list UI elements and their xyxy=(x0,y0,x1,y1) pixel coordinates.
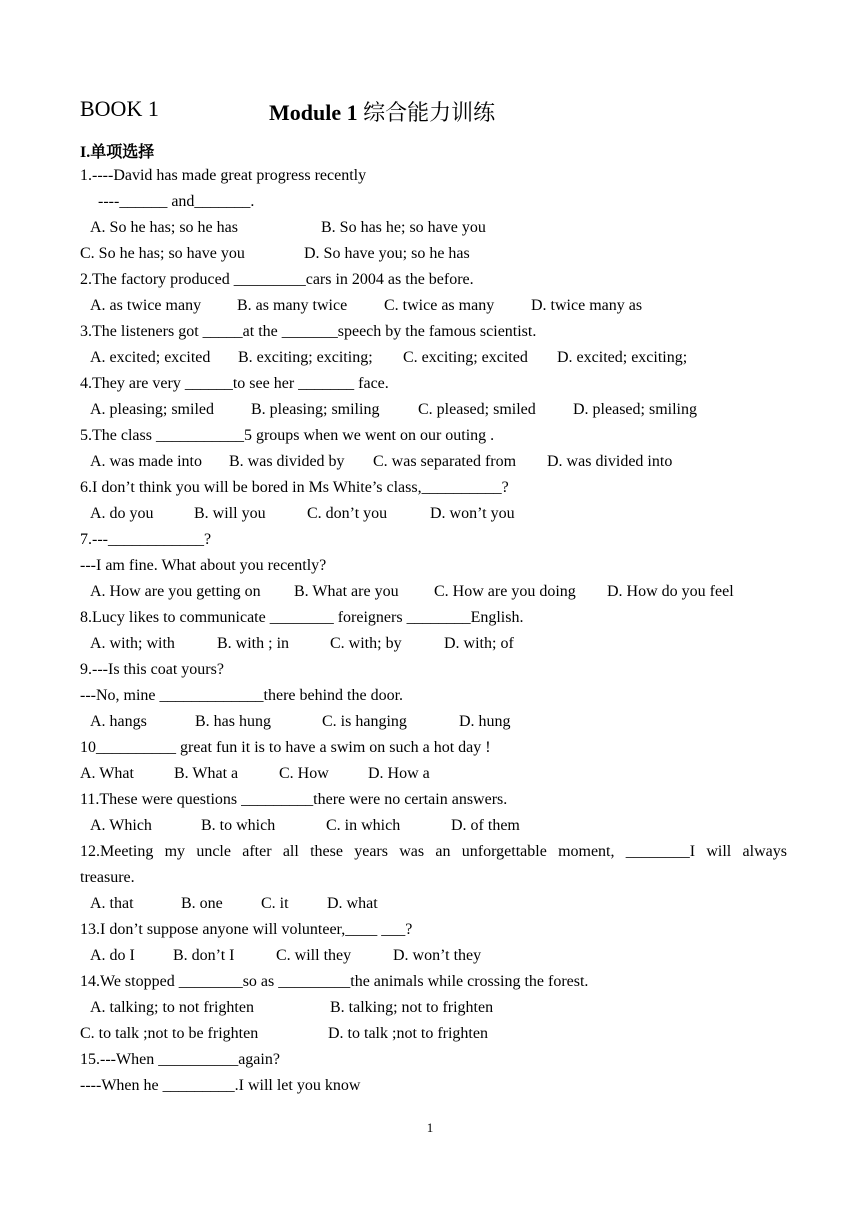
question-11-stem: 11.These were questions _________there were no certain answers. xyxy=(80,791,508,808)
word: my xyxy=(164,843,186,860)
option-d: D. won’t you xyxy=(430,505,515,522)
question-1-options-row1 xyxy=(90,218,486,238)
option-a: A. Which xyxy=(90,817,152,834)
question-9-stem: 9.---Is this coat yours? xyxy=(80,661,224,678)
question-7-response: ---I am fine. What about you recently? xyxy=(80,557,327,574)
option-d: D. was divided into xyxy=(547,453,673,470)
option-b: B. What are you xyxy=(294,583,399,600)
option-c: C. twice as many xyxy=(384,297,495,314)
option-d: D. to talk ;not to frighten xyxy=(328,1025,488,1042)
option-a: A. as twice many xyxy=(90,297,202,314)
question-15-response: ----When he _________.I will let you know xyxy=(80,1077,361,1094)
option-c: C. will they xyxy=(276,947,352,964)
word: 12.Meeting xyxy=(80,843,154,860)
question-2-stem: 2.The factory produced _________cars in 2004 as the before. xyxy=(80,271,474,288)
option-d: D. pleased; smiling xyxy=(573,401,697,418)
option-d: D. won’t they xyxy=(393,947,482,964)
option-c: C. How are you doing xyxy=(434,583,576,600)
question-1-options-row2 xyxy=(80,244,470,264)
option-a: A. What xyxy=(80,765,134,782)
option-d: D. of them xyxy=(451,817,520,834)
book-label: BOOK 1 xyxy=(80,96,159,121)
option-a: A. that xyxy=(90,895,134,912)
option-c: C. pleased; smiled xyxy=(418,401,536,418)
option-b: B. talking; not to frighten xyxy=(330,999,494,1016)
word: moment, xyxy=(558,843,615,860)
question-7-stem: 7.---____________? xyxy=(80,531,212,548)
question-8-stem: 8.Lucy likes to communicate ________ foreigners ________English. xyxy=(80,609,524,626)
option-b: B. has hung xyxy=(195,713,271,730)
page-number: 1 xyxy=(426,1120,434,1135)
option-a: A. talking; to not frighten xyxy=(90,999,254,1016)
word: always xyxy=(742,843,787,860)
word: all xyxy=(282,843,299,860)
option-a: A. pleasing; smiled xyxy=(90,401,214,418)
question-12-options xyxy=(90,894,378,914)
question-10-stem: 10__________ great fun it is to have a swim on such a hot day ! xyxy=(80,739,491,756)
question-4-stem: 4.They are very ______to see her _______ face. xyxy=(80,375,389,392)
option-b: B. one xyxy=(181,895,223,912)
question-9-response: ---No, mine _____________there behind the door. xyxy=(80,687,404,704)
option-d: D. So have you; so he has xyxy=(304,245,470,262)
question-7-options xyxy=(90,582,734,602)
option-c: C. is hanging xyxy=(322,713,407,730)
option-b: B. What a xyxy=(174,765,239,782)
option-c: C. in which xyxy=(326,817,401,834)
option-a: A. How are you getting on xyxy=(90,583,261,600)
option-a: A. do I xyxy=(90,947,135,964)
option-a: A. do you xyxy=(90,505,154,522)
option-d: D. what xyxy=(327,895,378,912)
option-d: D. twice many as xyxy=(531,297,643,314)
question-5-options xyxy=(90,452,672,472)
option-b: B. was divided by xyxy=(229,453,345,470)
option-c: C. it xyxy=(261,895,289,912)
question-9-options xyxy=(90,712,511,732)
option-b: B. exciting; exciting; xyxy=(238,349,373,366)
word: uncle xyxy=(196,843,231,860)
question-6-options xyxy=(90,504,515,524)
option-b: B. to which xyxy=(201,817,276,834)
option-d: D. How do you feel xyxy=(607,583,734,600)
word: was xyxy=(399,843,425,860)
question-3-stem: 3.The listeners got _____at the _______speech by the famous scientist. xyxy=(80,323,537,340)
word: these xyxy=(310,843,343,860)
option-b: B. So has he; so have you xyxy=(321,219,486,236)
option-c: C. with; by xyxy=(330,635,402,652)
module-title xyxy=(269,96,495,127)
option-d: D. How a xyxy=(368,765,430,782)
word: an xyxy=(435,843,451,860)
option-c: C. don’t you xyxy=(307,505,388,522)
option-b: B. as many twice xyxy=(237,297,348,314)
question-14-options-row1 xyxy=(90,998,493,1018)
question-1-response: ----______ and_______. xyxy=(98,193,255,210)
option-b: B. will you xyxy=(194,505,266,522)
question-14-stem: 14.We stopped ________so as _________the animals while crossing the forest. xyxy=(80,973,589,990)
word: unforgettable xyxy=(461,843,547,860)
option-d: D. with; of xyxy=(444,635,514,652)
question-4-options xyxy=(90,400,697,420)
word: after xyxy=(242,843,272,860)
option-c: C. exciting; excited xyxy=(403,349,528,366)
option-d: D. hung xyxy=(459,713,511,730)
option-a: A. hangs xyxy=(90,713,147,730)
module-subtitle: 综合能力训练 xyxy=(357,100,496,125)
question-12-stem xyxy=(80,842,787,862)
option-b: B. with ; in xyxy=(217,635,290,652)
question-14-options-row2 xyxy=(80,1024,488,1044)
option-a: A. So he has; so he has xyxy=(90,219,238,236)
question-12-continuation: treasure. xyxy=(80,869,135,886)
option-c: C. How xyxy=(279,765,329,782)
option-d: D. excited; exciting; xyxy=(557,349,688,366)
option-c: C. to talk ;not to be frighten xyxy=(80,1025,259,1042)
question-15-stem: 15.---When __________again? xyxy=(80,1051,280,1068)
question-1-stem: 1.----David has made great progress recently xyxy=(80,167,367,184)
option-a: A. with; with xyxy=(90,635,175,652)
question-5-stem: 5.The class ___________5 groups when we went on our outing . xyxy=(80,427,495,444)
word: ________I xyxy=(625,843,696,860)
option-b: B. pleasing; smiling xyxy=(251,401,380,418)
word: will xyxy=(706,843,732,860)
word: years xyxy=(354,843,388,860)
question-13-stem: 13.I don’t suppose anyone will volunteer,____ ___? xyxy=(80,921,413,938)
module-name: Module 1 xyxy=(269,100,358,125)
question-11-options xyxy=(90,816,520,836)
option-a: A. was made into xyxy=(90,453,202,470)
question-2-options xyxy=(90,296,642,316)
question-6-stem: 6.I don’t think you will be bored in Ms White’s class,__________? xyxy=(80,479,509,496)
option-c: C. So he has; so have you xyxy=(80,245,245,262)
option-c: C. was separated from xyxy=(373,453,517,470)
section-heading: I.单项选择 xyxy=(80,144,155,161)
question-10-options xyxy=(80,764,430,784)
question-3-options xyxy=(90,348,687,368)
option-a: A. excited; excited xyxy=(90,349,211,366)
question-13-options xyxy=(90,946,481,966)
option-b: B. don’t I xyxy=(173,947,235,964)
question-8-options xyxy=(90,634,514,654)
